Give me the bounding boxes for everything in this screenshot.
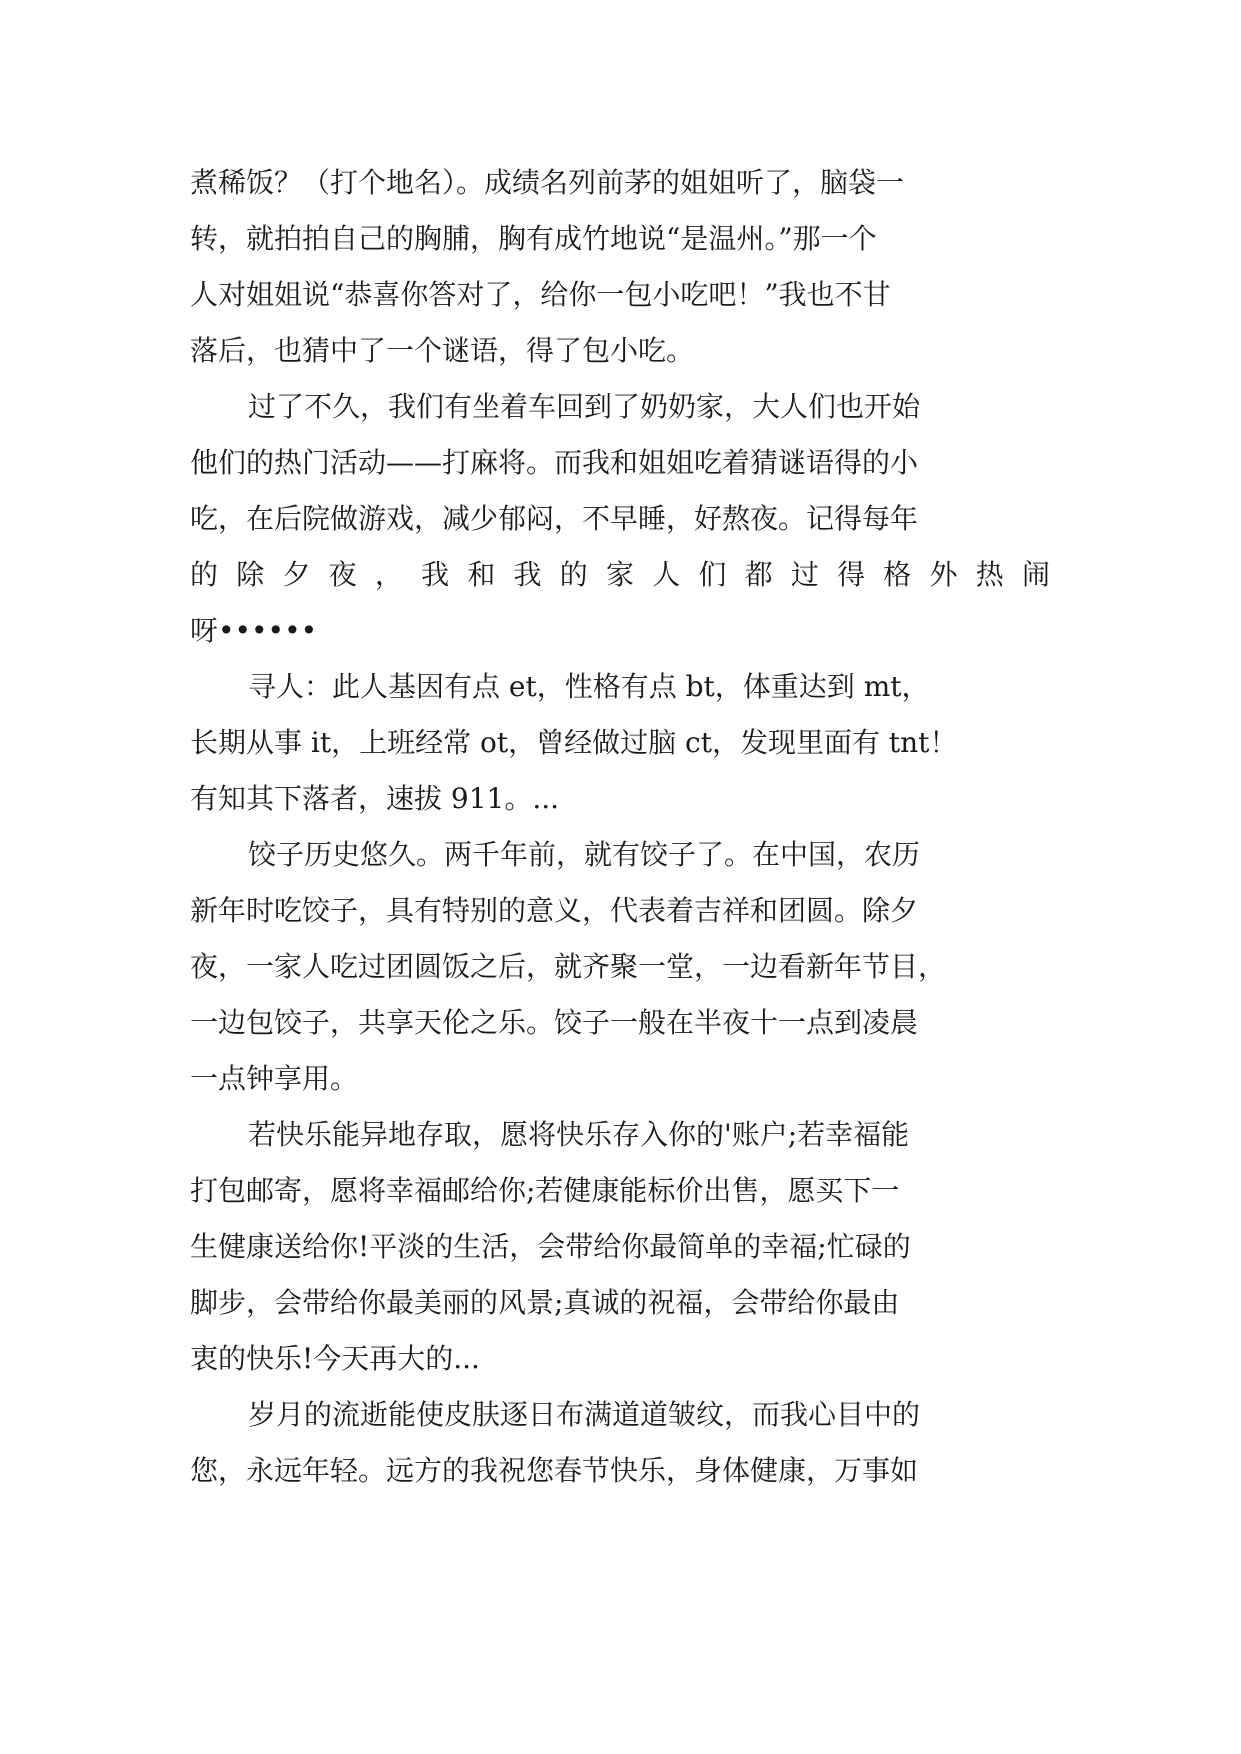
justified-char: 过 bbox=[790, 558, 819, 591]
text-line: 衷的快乐!今天再大的... bbox=[190, 1342, 480, 1375]
text-line: 落后，也猜中了一个谜语，得了包小吃。 bbox=[190, 334, 695, 367]
justified-char: 夜 bbox=[328, 558, 357, 591]
justified-char: ， bbox=[374, 558, 403, 591]
justified-char: 得 bbox=[837, 558, 866, 591]
justified-char: 都 bbox=[744, 558, 773, 591]
text-line: 过了不久，我们有坐着车回到了奶奶家，大人们也开始 bbox=[248, 390, 921, 423]
justified-char: 和 bbox=[467, 558, 496, 591]
document-body bbox=[190, 155, 1050, 1499]
text-line: 呀•••••• bbox=[190, 614, 318, 647]
text-line: 煮稀饭？（打个地名）。成绩名列前茅的姐姐听了，脑袋一 bbox=[190, 166, 905, 199]
text-line: 若快乐能异地存取，愿将快乐存入你的'账户;若幸福能 bbox=[248, 1118, 910, 1151]
paragraph-riddle bbox=[190, 155, 1050, 379]
text-line: 他们的热门活动——打麻将。而我和姐姐吃着猜谜语得的小 bbox=[190, 446, 919, 479]
justified-char: 夕 bbox=[282, 558, 311, 591]
justified-char: 家 bbox=[605, 558, 634, 591]
justified-char: 人 bbox=[652, 558, 681, 591]
justified-char: 我 bbox=[421, 558, 450, 591]
justified-char: 的 bbox=[559, 558, 588, 591]
paragraph-missing-person bbox=[190, 659, 1050, 827]
paragraph-dumplings bbox=[190, 827, 1050, 1107]
justified-char: 的 bbox=[190, 558, 219, 591]
text-line: 吃，在后院做游戏，减少郁闷，不早睡，好熬夜。记得每年 bbox=[190, 502, 919, 535]
text-line: 一边包饺子，共享天伦之乐。饺子一般在半夜十一点到凌晨 bbox=[190, 1006, 919, 1039]
text-line: 有知其下落者，速拔 911。... bbox=[190, 782, 560, 815]
text-line: 您，永远年轻。远方的我祝您春节快乐，身体健康，万事如 bbox=[190, 1454, 919, 1487]
justified-char: 格 bbox=[883, 558, 912, 591]
text-line: 打包邮寄，愿将幸福邮给你;若健康能标价出售，愿买下一 bbox=[190, 1174, 900, 1207]
text-line: 饺子历史悠久。两千年前，就有饺子了。在中国，农历 bbox=[248, 838, 921, 871]
text-line: 转，就拍拍自己的胸脯，胸有成竹地说“是温州。”那一个 bbox=[190, 222, 877, 255]
text-line: 夜，一家人吃过团圆饭之后，就齐聚一堂，一边看新年节目， bbox=[190, 950, 947, 983]
text-line: 生健康送给你!平淡的生活，会带给你最简单的幸福;忙碌的 bbox=[190, 1230, 911, 1263]
paragraph-spring-festival-greeting bbox=[190, 1387, 1050, 1499]
text-line: 新年时吃饺子，具有特别的意义，代表着吉祥和团圆。除夕 bbox=[190, 894, 919, 927]
text-line: 一点钟享用。 bbox=[190, 1062, 359, 1095]
justified-char: 闹 bbox=[1021, 558, 1050, 591]
text-line: 脚步，会带给你最美丽的风景;真诚的祝福，会带给你最由 bbox=[190, 1286, 900, 1319]
paragraph-happiness-wishes bbox=[190, 1107, 1050, 1387]
text-line: 人对姐姐说“恭喜你答对了，给你一包小吃吧！”我也不甘 bbox=[190, 278, 891, 311]
justified-char: 热 bbox=[975, 558, 1004, 591]
text-line: 长期从事 it，上班经常 ot，曾经做过脑 ct，发现里面有 tnt！ bbox=[190, 726, 958, 759]
paragraph-new-year-eve bbox=[190, 379, 1050, 659]
text-line: 岁月的流逝能使皮肤逐日布满道道皱纹，而我心目中的 bbox=[248, 1398, 921, 1431]
justified-char: 我 bbox=[513, 558, 542, 591]
text-line: 寻人：此人基因有点 et，性格有点 bt，体重达到 mt， bbox=[248, 670, 930, 703]
justified-char: 们 bbox=[698, 558, 727, 591]
justified-char: 外 bbox=[929, 558, 958, 591]
justified-char: 除 bbox=[236, 558, 265, 591]
text-line-justified bbox=[190, 547, 1050, 603]
